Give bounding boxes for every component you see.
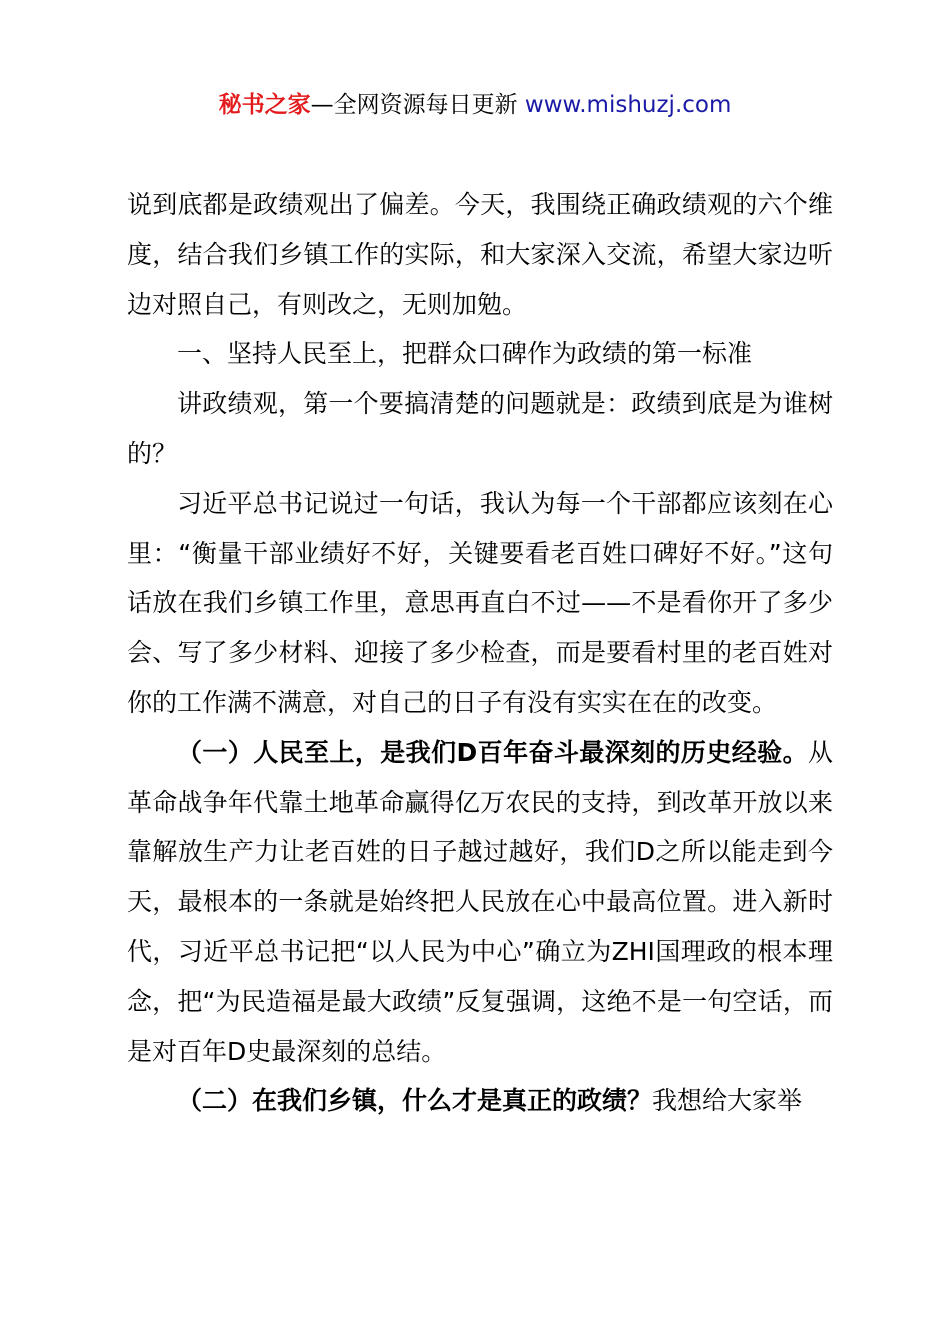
brand-name: 秘书之家 — [218, 92, 311, 118]
subsection-heading-1: （一）人民至上，是我们D百年奋斗最深刻的历史经验。 — [177, 737, 808, 767]
section-heading-1: 一、坚持人民至上，把群众口碑作为政绩的第一标准 — [177, 339, 753, 369]
paragraph-intro: 说到底都是政绩观出了偏差。今天，我围绕正确政绩观的六个维度，结合我们乡镇工作的实际，和大家深入交流，希望大家边听边对照自己，有则改之，无则加勉。 — [127, 190, 833, 319]
header-tagline: —全网资源每日更新 — [310, 92, 525, 118]
paragraph-quote: 习近平总书记说过一句话，我认为每一个干部都应该刻在心里：“衡量干部业绩好不好，关键要看老百姓口碑好不好。”这句话放在我们乡镇工作里，意思再直白不过——不是看你开了多少会、写了多少材料、迎接了多少检查，而是要看村里的老百姓对你的工作满不满意，对自己的日子有没有实实在在的改变。 — [127, 488, 833, 717]
subsection-heading-2: （二）在我们乡镇，什么才是真正的政绩？ — [177, 1086, 653, 1116]
paragraph-subsection-2 — [127, 1076, 833, 1126]
page-header — [0, 88, 950, 122]
subsection-text-2: 我想给大家举 — [652, 1086, 803, 1116]
paragraph-subsection-1 — [127, 728, 833, 1077]
website-link[interactable]: www.mishuzj.com — [524, 92, 732, 118]
paragraph-question: 讲政绩观，第一个要搞清楚的问题就是：政绩到底是为谁树的？ — [127, 389, 833, 468]
document-body — [127, 180, 833, 1126]
subsection-text-1: 从革命战争年代靠土地革命赢得亿万农民的支持，到改革开放以来靠解放生产力让老百姓的日子越过越好，我们D之所以能走到今天，最根本的一条就是始终把人民放在心中最高位置。进入新时代，习近平总书记把“以人民为中心”确立为ZHI国理政的根本理念，把“为民造福是最大政绩”反复强调，这绝不是一句空话，而是对百年D史最深刻的总结。 — [127, 737, 833, 1066]
